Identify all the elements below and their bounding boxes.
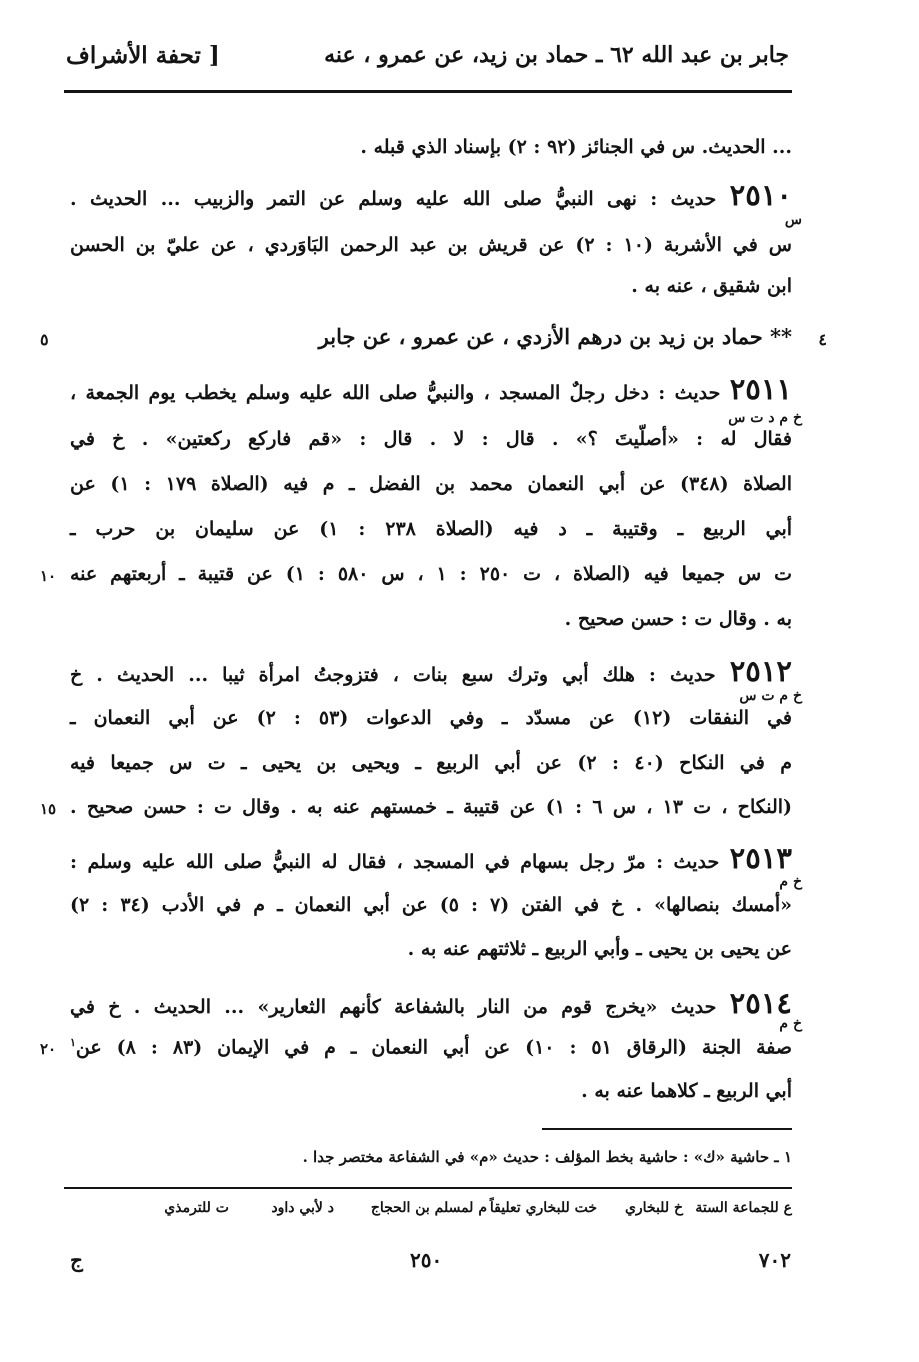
line-number-20: ٢٠ [40, 1040, 57, 1058]
hadith-number: ٢٥١٣ [729, 841, 792, 875]
abbreviation-key-item: خت للبخاري تعليقاً [489, 1200, 597, 1216]
hadith-text: حديث : هلك أبي وترك سبع بنات ، فتزوجتُ امرأة ثيبا ... الحديث . خ [70, 664, 716, 686]
page-number-center: ٢٥٠ [410, 1248, 443, 1272]
hadith-2513-line2: «أمسك بنصالها» . خ في الفتن (٧ : ٥) عن أبي النعمان ـ م في الأدب (٣٤ : ٢) [70, 894, 792, 916]
intro-line: ... الحديث. س في الجنائز (٩٢ : ٢) بإسناد الذي قبله . [360, 136, 792, 158]
line-number-15: ١٥ [40, 800, 57, 818]
hadith-2511-line1 [70, 372, 792, 406]
hadith-text: حديث : نهى النبيُّ صلى الله عليه وسلم عن التمر والزبيب ... الحديث . [70, 188, 717, 210]
hadith-2512-line3: م في النكاح (٤٠ : ٢) عن أبي الربيع ـ ويحيى بن يحيى ـ ت س جميعا فيه [70, 752, 792, 774]
hadith-2511-line5: ت س جميعا فيه (الصلاة ، ت ٢٥٠ : ١ ، س ٥٨٠ : ١) عن قتيبة ـ أربعتهم عنه [70, 563, 793, 585]
hadith-2511-sigla: خ م د ت س [728, 410, 802, 426]
hadith-2514-sigla: خ م [779, 1016, 802, 1032]
page-number-right: ٧٠٢ [758, 1248, 791, 1272]
footnote-ref: ١ [70, 1036, 76, 1049]
hadith-text: حديث : مرّ رجل بسهام في المسجد ، فقال له النبيُّ صلى الله عليه وسلم : [70, 851, 720, 873]
abbreviation-key-item: د لأبي داود [271, 1200, 334, 1216]
hadith-number: ٢٥١١ [729, 372, 792, 406]
section-marker-left: ٥ [40, 330, 49, 349]
section-marker-right: ٤ [818, 330, 827, 349]
hadith-2511-line4: أبي الربيع ـ وقتيبة ـ د فيه (الصلاة ٢٣٨ : ١) عن سليمان بن حرب ـ [70, 518, 793, 540]
footer-rule [64, 1187, 792, 1189]
hadith-number: ٢٥١٠ [729, 178, 792, 212]
abbreviation-key-item: خ للبخاري [624, 1200, 683, 1216]
hadith-2510-line3: ابن شقيق ، عنه به . [631, 275, 792, 297]
abbreviation-key-item: ع للجماعة الستة [695, 1200, 792, 1216]
hadith-text: صفة الجنة (الرقاق ٥١ : ١٠) عن أبي النعمان ـ م في الإيمان (٨٣ : ٨) عن [75, 1036, 793, 1059]
abbreviation-key-item: م لمسلم بن الحجاج [370, 1200, 487, 1216]
line-number-10: ١٠ [40, 567, 57, 585]
section-heading: ** حماد بن زيد بن درهم الأزدي ، عن عمرو ، عن جابر [318, 324, 792, 349]
running-header-book: [ تحفة الأشراف [66, 42, 220, 69]
hadith-2514-line3: أبي الربيع ـ كلاهما عنه به . [581, 1080, 792, 1102]
hadith-number: ٢٥١٤ [729, 986, 792, 1020]
abbreviation-key-item: ت للترمذي [164, 1200, 229, 1216]
footnote: ١ ـ حاشية «ك» : حاشية بخط المؤلف : حديث «م» في الشفاعة مختصر جدا . [302, 1148, 792, 1166]
hadith-2512-sigla: خ م ت س [739, 688, 802, 704]
hadith-2513-line1 [70, 841, 792, 875]
hadith-2514-line2 [70, 1036, 792, 1058]
header-rule [64, 90, 792, 93]
hadith-2512-line1 [70, 654, 792, 688]
footnote-rule [542, 1128, 792, 1130]
hadith-2511-line6: به . وقال ت : حسن صحيح . [564, 608, 792, 630]
hadith-2510-line2: س في الأشربة (١٠ : ٢) عن قريش بن عبد الرحمن البَاوَردي ، عن عليّ بن الحسن [70, 234, 792, 256]
hadith-2511-line3: الصلاة (٣٤٨) عن أبي النعمان محمد بن الفضل ـ م فيه (الصلاة ١٧٩ : ١) عن [70, 473, 792, 495]
hadith-2511-line2: فقال له : «أصلّيتَ ؟» . قال : لا . قال : «قم فاركع ركعتين» . خ في [70, 428, 792, 450]
hadith-2513-line3: عن يحيى بن يحيى ـ وأبي الربيع ـ ثلاثتهم عنه به . [407, 938, 792, 960]
hadith-2512-line4: (النكاح ، ت ١٣ ، س ٦ : ١) عن قتيبة ـ خمستهم عنه به . وقال ت : حسن صحيح . [70, 796, 793, 818]
running-header-title: جابر بن عبد الله ٦٢ ـ حماد بن زيد، عن عمرو ، عنه [324, 42, 789, 68]
hadith-2510-line1 [70, 178, 792, 212]
hadith-2513-sigla: خ م [779, 874, 802, 890]
hadith-2510-sigla: س [784, 212, 802, 228]
volume-mark: ج [70, 1248, 83, 1272]
hadith-text: حديث : دخل رجلٌ المسجد ، والنبيُّ صلى الله عليه وسلم يخطب يوم الجمعة ، [70, 382, 721, 404]
hadith-text: حديث «يخرج قوم من النار بالشفاعة كأنهم الثعارير» ... الحديث . خ في [70, 996, 717, 1018]
hadith-number: ٢٥١٢ [729, 654, 793, 688]
hadith-2512-line2: في النفقات (١٢) عن مسدّد ـ وفي الدعوات (٥٣ : ٢) عن أبي النعمان ـ [70, 707, 792, 729]
hadith-2514-line1 [70, 986, 792, 1020]
